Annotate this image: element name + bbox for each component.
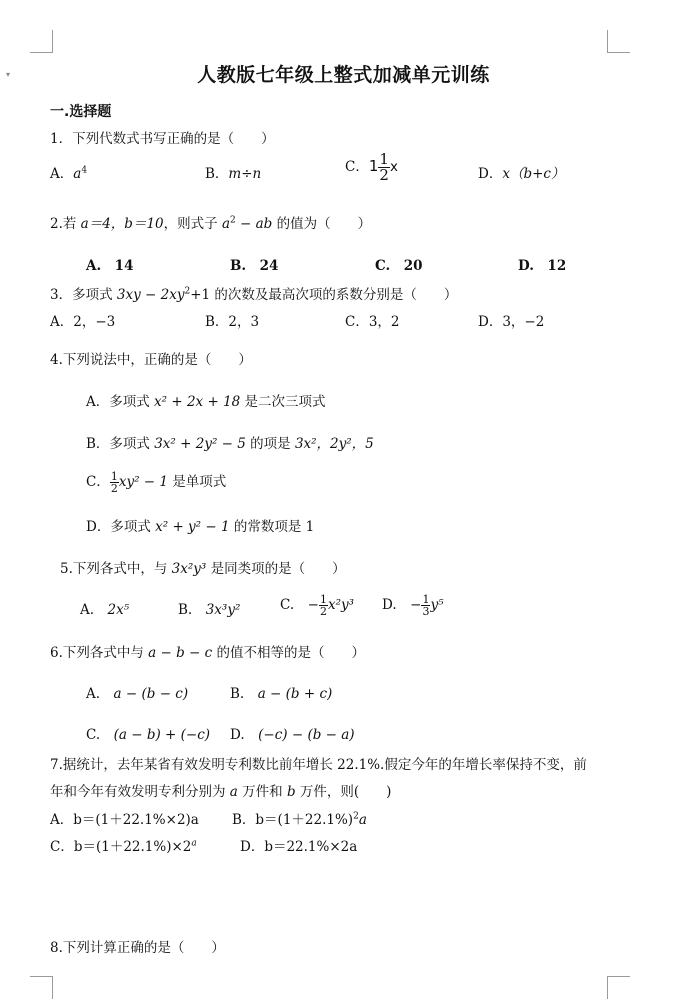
option-label: D. − <box>382 597 422 613</box>
option-var: x <box>389 159 398 175</box>
question-5-option-d <box>382 593 444 617</box>
option-text: C． <box>86 474 110 490</box>
question-1-option-d <box>478 162 564 182</box>
option-math: x² + 2x + 18 <box>154 394 241 410</box>
stem-math: a − b − c <box>148 645 213 661</box>
option-whole: 1 <box>368 157 379 175</box>
question-3-option-c: C．3，2 <box>345 314 400 330</box>
question-2-stem <box>50 212 371 232</box>
option-exponent: 4 <box>81 165 88 176</box>
question-7-stem-line-1: 7.据统计，去年某省有效发明专利数比前年增长 22.1%.假定今年的年增长率保持不变，前 <box>50 757 587 773</box>
option-math: xy² − 1 <box>118 474 168 490</box>
option-math: a <box>73 166 82 182</box>
question-5-option-a <box>80 598 129 618</box>
option-label: D． <box>478 166 503 182</box>
stem-text: 的值为（ ） <box>272 216 372 232</box>
option-math: (a − b) + (−c) <box>113 727 211 743</box>
option-label: A． <box>50 166 74 182</box>
option-label: D. <box>230 727 259 743</box>
crop-mark-bottom-left <box>30 976 53 999</box>
question-2-option-b: B. 24 <box>230 258 279 274</box>
stem-text: ，则式子 <box>163 216 222 232</box>
question-2-option-a: A. 14 <box>86 258 134 274</box>
option-math: C．b＝(1＋22.1%)×2 <box>50 839 192 855</box>
question-3-option-a: A．2，−3 <box>50 314 116 330</box>
stem-text: 的次数及最高次项的系数分别是（ ） <box>210 287 458 303</box>
question-4-option-d <box>86 515 314 535</box>
stem-exponent: 2 <box>230 215 236 226</box>
option-math: x（b+c） <box>502 166 565 182</box>
option-math: 2x⁵ <box>107 602 130 618</box>
section-heading: 一.选择题 <box>50 104 112 120</box>
stem-text: 6.下列各式中与 <box>50 645 149 661</box>
stem-text: 的值不相等的是（ ） <box>212 645 366 661</box>
option-math: a <box>358 812 367 828</box>
question-7-option-b <box>232 808 367 828</box>
question-6-option-b <box>230 682 332 702</box>
option-math: (−c) − (b − a) <box>258 727 355 743</box>
option-math: a − (b + c) <box>257 686 333 702</box>
stem-text: 是同类项的是（ ） <box>206 561 346 577</box>
stem-text: 万件和 <box>237 784 287 800</box>
option-math: y⁵ <box>430 597 444 613</box>
question-4-stem: 4.下列说法中，正确的是（ ） <box>50 352 252 368</box>
stem-text: 年和今年有效发明专利分别为 <box>50 784 230 800</box>
option-label: A. <box>86 686 114 702</box>
question-1-stem: 1．下列代数式书写正确的是（ ） <box>50 131 275 147</box>
question-3-option-b: B．2，3 <box>205 314 260 330</box>
option-text: 是单项式 <box>167 474 227 490</box>
question-4-option-a <box>86 390 326 410</box>
question-6-option-d <box>230 723 355 743</box>
option-text: 的项是 <box>245 436 295 452</box>
question-5-option-b <box>178 598 240 618</box>
question-1-option-b <box>205 162 261 182</box>
option-label: B. <box>230 686 258 702</box>
question-3-stem <box>50 283 457 303</box>
question-4-option-b <box>86 432 374 452</box>
document-title: 人教版七年级上整式加减单元训练 <box>197 64 490 86</box>
option-label: B. <box>178 602 206 618</box>
option-math: 3x²，2y²，5 <box>294 436 374 452</box>
option-fraction <box>319 594 328 617</box>
stem-math: a <box>221 216 230 232</box>
option-text: 的常数项是 <box>229 519 306 535</box>
option-label: C． <box>345 159 369 175</box>
stem-text: 3．多项式 <box>50 287 117 303</box>
question-6-stem <box>50 641 365 661</box>
option-label: C. <box>86 727 114 743</box>
question-2-option-d: D. 12 <box>518 258 567 274</box>
option-math: 1 <box>305 519 315 535</box>
stem-math: b <box>286 784 296 800</box>
option-label: A. <box>80 602 108 618</box>
question-8-stem: 8.下列计算正确的是（ ） <box>50 940 225 956</box>
question-2-option-c: C. 20 <box>375 258 423 274</box>
question-5-option-c <box>280 593 354 617</box>
stem-text: 2.若 <box>50 216 81 232</box>
option-fraction <box>378 152 390 183</box>
stem-math: a <box>229 784 238 800</box>
stem-math: − 2xy <box>140 287 185 303</box>
fraction-numerator: 1 <box>422 593 430 606</box>
question-4-option-c <box>86 470 226 494</box>
option-label: B． <box>205 166 229 182</box>
option-text: B．多项式 <box>86 436 155 452</box>
question-6-option-c <box>86 723 210 743</box>
question-6-option-a <box>86 682 188 702</box>
option-math: x²y³ <box>327 597 355 613</box>
fraction-numerator: 1 <box>110 470 118 483</box>
question-7-option-d: D．b＝22.1%×2a <box>240 839 358 855</box>
stem-math: a＝4，b＝10 <box>80 216 164 232</box>
question-1-option-a <box>50 162 87 182</box>
option-math: m÷n <box>228 166 262 182</box>
question-3-option-d: D．3，−2 <box>478 314 545 330</box>
question-5-stem <box>60 557 346 577</box>
stem-text: 5.下列各式中，与 <box>60 561 172 577</box>
crop-mark-top-left <box>30 30 53 53</box>
fraction-denominator: 2 <box>110 482 118 495</box>
fraction-denominator: 2 <box>319 605 327 618</box>
option-text: 是二次三项式 <box>240 394 326 410</box>
question-7-stem-line-2 <box>50 780 391 800</box>
stem-text: 万件，则( ) <box>295 784 392 800</box>
fraction-numerator: 1 <box>379 150 389 168</box>
stem-math: +1 <box>190 287 211 303</box>
option-math: B．b＝(1＋22.1%) <box>232 812 354 828</box>
option-fraction <box>110 471 119 494</box>
stem-math: 3x²y³ <box>171 561 207 577</box>
margin-arrow-icon: ▾ <box>6 70 11 79</box>
crop-mark-bottom-right <box>607 976 630 999</box>
fraction-denominator: 3 <box>422 605 430 618</box>
fraction-numerator: 1 <box>319 593 327 606</box>
option-math: a − (b − c) <box>113 686 189 702</box>
option-math: 3x³y² <box>205 602 241 618</box>
question-1-option-c <box>345 152 398 183</box>
option-math: x² + y² − 1 <box>155 519 230 535</box>
option-exponent: 2 <box>353 811 359 822</box>
question-7-option-a: A．b＝(1＋22.1%×2)a <box>50 812 199 828</box>
option-text: D．多项式 <box>86 519 156 535</box>
option-label: C. − <box>280 597 319 613</box>
stem-exponent: 2 <box>184 286 191 297</box>
crop-mark-top-right <box>607 30 630 53</box>
option-exponent: a <box>191 838 197 849</box>
stem-math: − ab <box>235 216 273 232</box>
stem-math: 3xy <box>116 287 141 303</box>
question-7-option-c <box>50 835 197 855</box>
option-text: A．多项式 <box>86 394 155 410</box>
fraction-denominator: 2 <box>379 166 389 184</box>
option-math: 3x² + 2y² − 5 <box>154 436 246 452</box>
